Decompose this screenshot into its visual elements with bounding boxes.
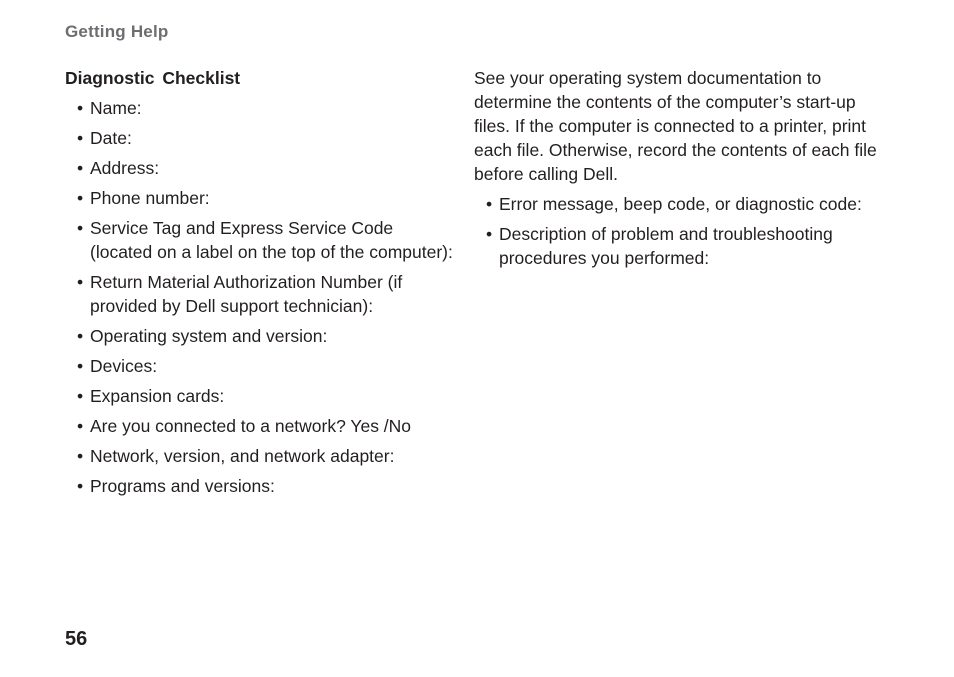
- bullet: •: [77, 158, 84, 178]
- checklist: [474, 192, 894, 270]
- checklist-item-label: Are you connected to a network? Yes /No: [90, 416, 412, 436]
- startup-files-column: [474, 66, 894, 276]
- checklist-item-label: Date:: [90, 128, 132, 148]
- checklist-item-label: Name:: [90, 98, 142, 118]
- checklist: [65, 96, 455, 498]
- checklist-item-network-connected: [65, 414, 455, 438]
- bullet: •: [77, 128, 84, 148]
- checklist-item-name: [65, 96, 455, 120]
- bullet: •: [77, 98, 84, 118]
- checklist-item-phone: [65, 186, 455, 210]
- checklist-item-error-message: [474, 192, 894, 216]
- section-title: Diagnostic Checklist: [65, 68, 241, 88]
- checklist-item-date: [65, 126, 455, 150]
- checklist-item-label: Address:: [90, 158, 160, 178]
- bullet: •: [77, 188, 84, 208]
- checklist-item-expansion-cards: [65, 384, 455, 408]
- bullet: •: [77, 356, 84, 376]
- checklist-item-label: Return Material Authorization Number (if provided by Dell support technician):: [90, 272, 403, 316]
- checklist-item-label: Error message, beep code, or diagnostic code:: [499, 194, 862, 214]
- checklist-item-address: [65, 156, 455, 180]
- checklist-item-label: Programs and versions:: [90, 476, 275, 496]
- checklist-item-network-adapter: [65, 444, 455, 468]
- bullet: •: [77, 326, 84, 346]
- bullet: •: [486, 194, 493, 214]
- bullet: •: [77, 386, 84, 406]
- checklist-item-operating-system: [65, 324, 455, 348]
- checklist-item-label: Devices:: [90, 356, 158, 376]
- checklist-item-label: Network, version, and network adapter:: [90, 446, 395, 466]
- checklist-item-service-tag: [65, 216, 455, 264]
- checklist-item-label: Operating system and version:: [90, 326, 328, 346]
- checklist-item-label: Description of problem and troubleshooting procedures you performed:: [499, 224, 833, 268]
- checklist-item-problem-description: [474, 222, 894, 270]
- startup-files-paragraph: See your operating system documentation to determine the contents of the computer’s start-up files. If the computer is connected to a printer, print each file. Otherwise, record the contents of each file before calling Dell.: [474, 68, 877, 184]
- running-header: Getting Help: [65, 22, 169, 41]
- checklist-item-devices: [65, 354, 455, 378]
- page-number: 56: [65, 628, 88, 650]
- bullet: •: [77, 218, 84, 238]
- diagnostic-checklist-column: [65, 66, 455, 504]
- bullet: •: [486, 224, 493, 244]
- bullet: •: [77, 476, 84, 496]
- bullet: •: [77, 446, 84, 466]
- checklist-item-label: Phone number:: [90, 188, 210, 208]
- bullet: •: [77, 272, 84, 292]
- checklist-item-label: Service Tag and Express Service Code (located on a label on the top of the computer):: [90, 218, 453, 262]
- checklist-item-label: Expansion cards:: [90, 386, 225, 406]
- checklist-item-rma-number: [65, 270, 455, 318]
- bullet: •: [77, 416, 84, 436]
- checklist-item-programs: [65, 474, 455, 498]
